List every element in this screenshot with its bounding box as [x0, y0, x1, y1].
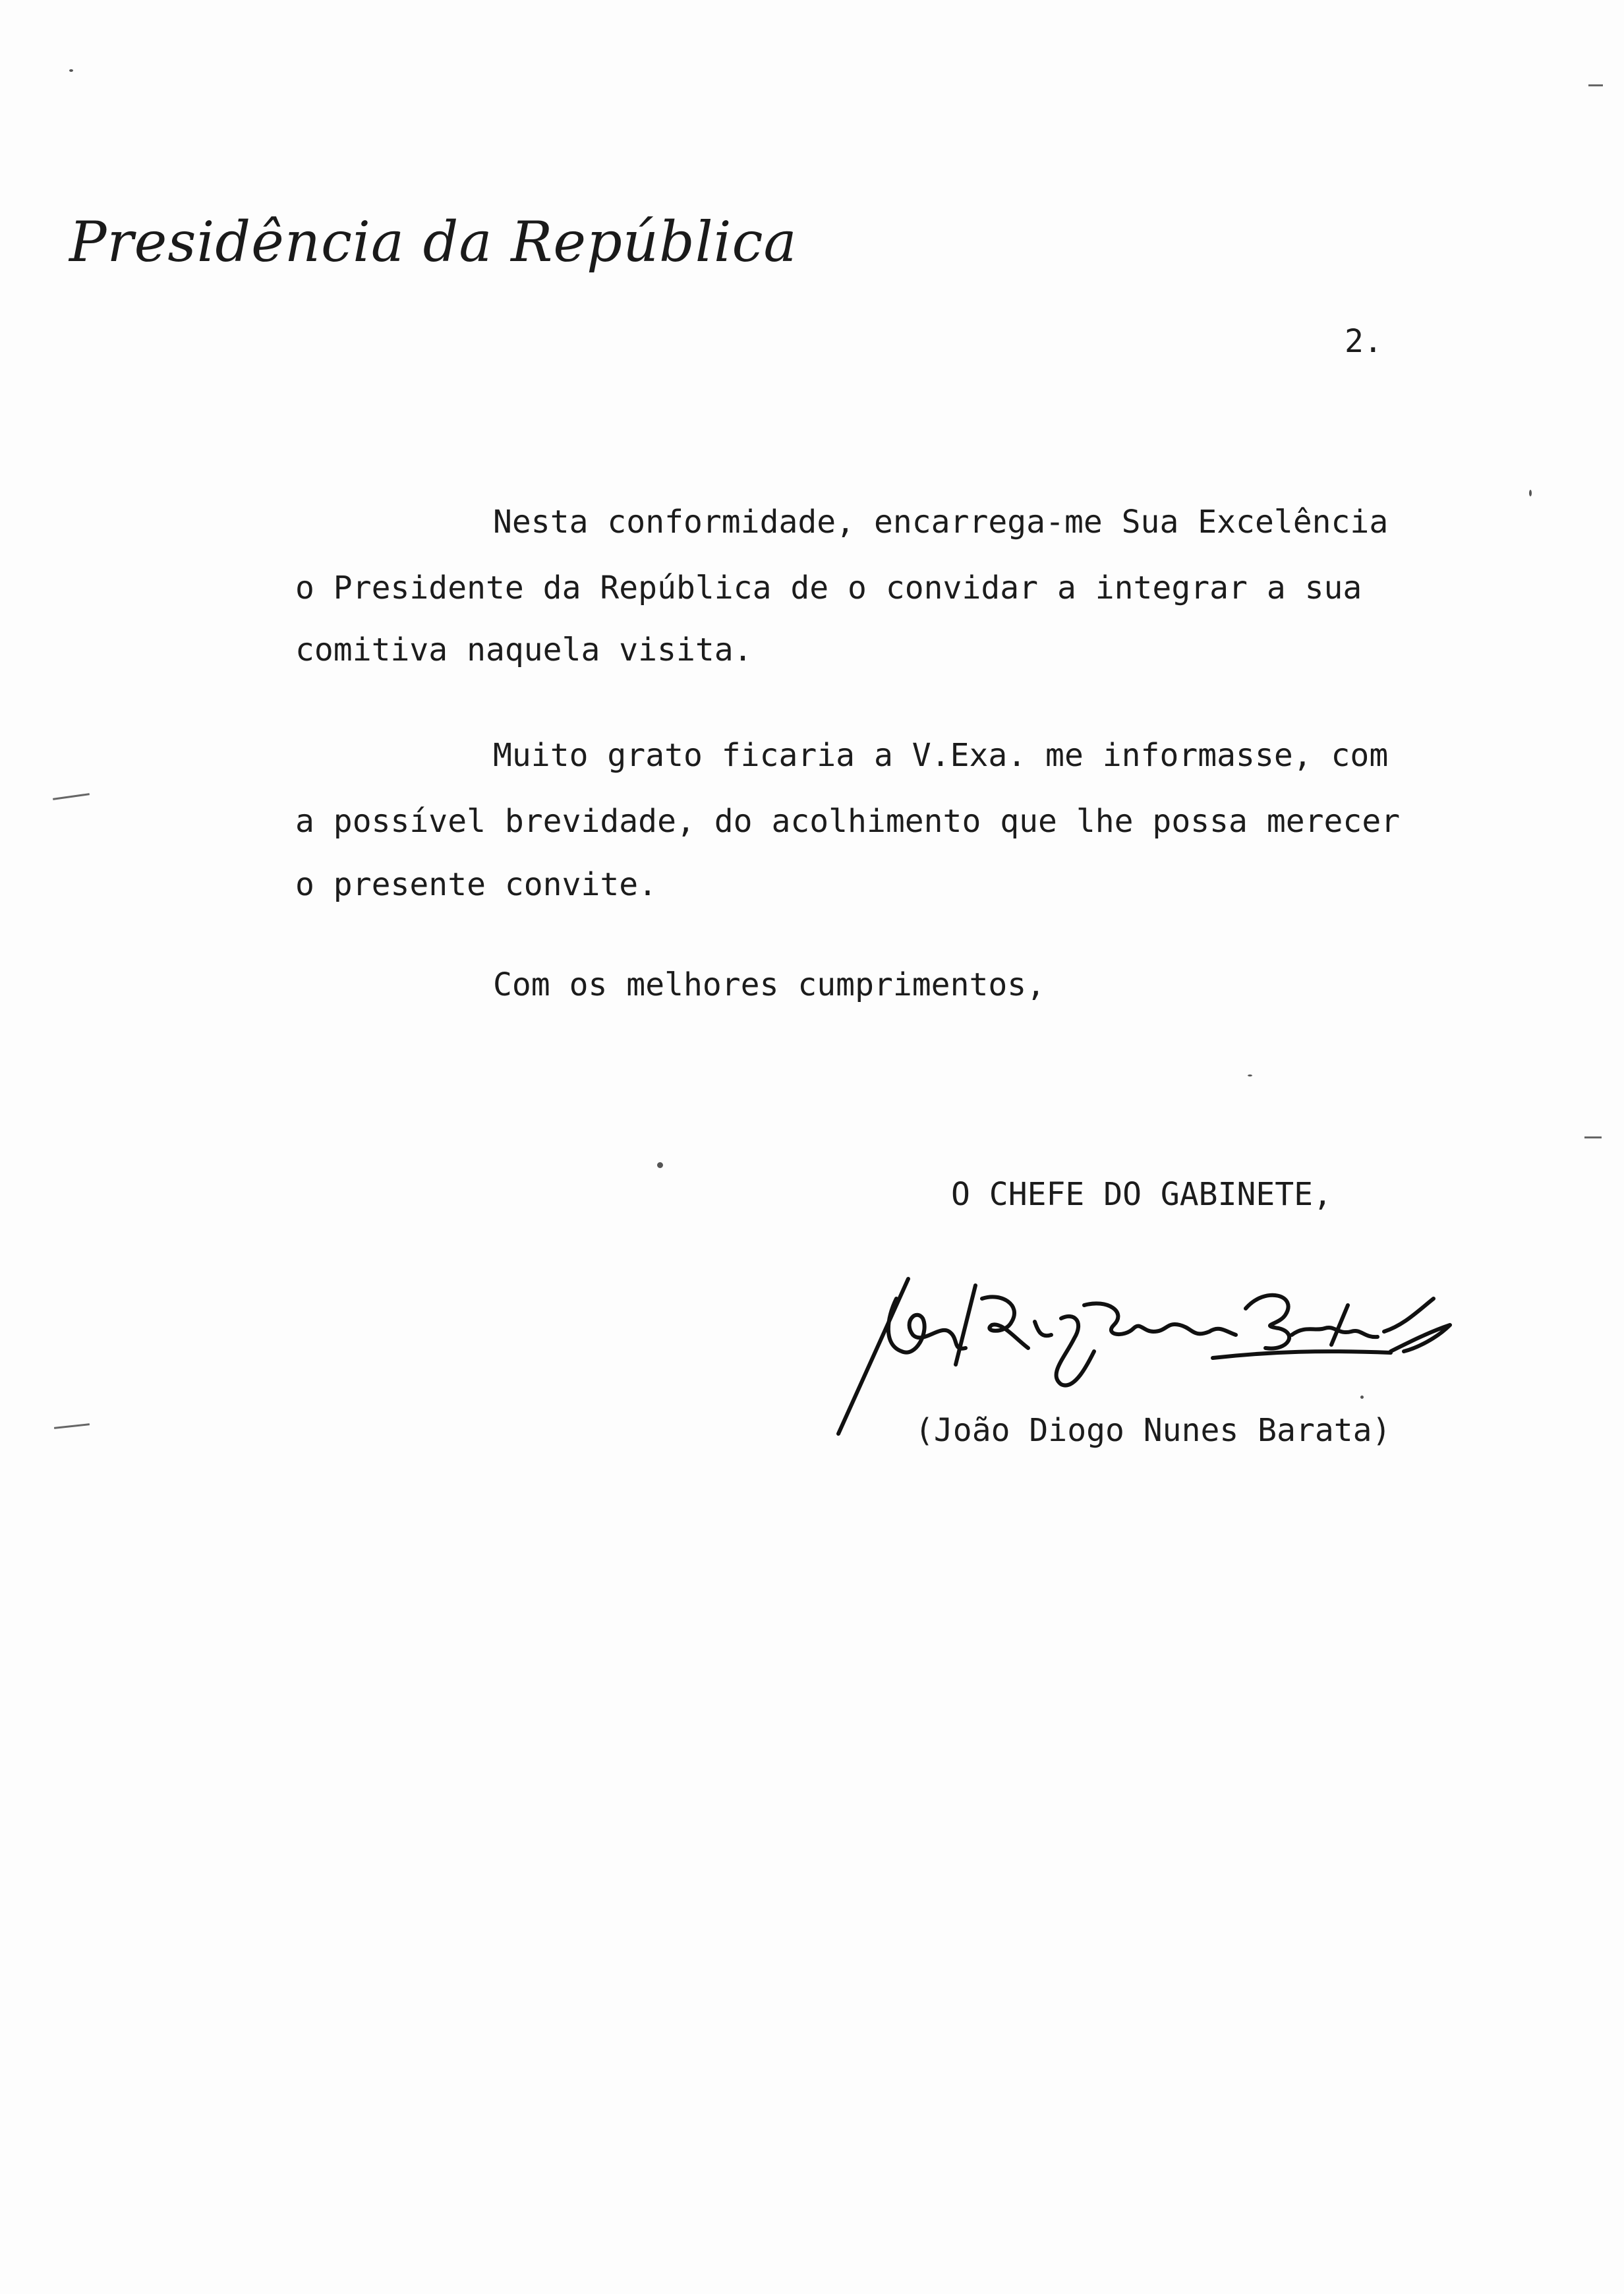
scan-mark: [1588, 84, 1603, 86]
paragraph-1-line-1: Nesta conformidade, encarrega-me Sua Excelência: [493, 504, 1389, 541]
signatory-name: (João Diogo Nunes Barata): [915, 1412, 1391, 1449]
scan-mark: [54, 1423, 90, 1429]
signatory-title: O CHEFE DO GABINETE,: [951, 1176, 1332, 1213]
paragraph-1-line-3: comitiva naquela visita.: [295, 632, 753, 668]
scan-mark: [1584, 1136, 1602, 1138]
paragraph-2-line-3: o presente convite.: [295, 866, 658, 903]
closing-salutation: Com os melhores cumprimentos,: [493, 966, 1046, 1003]
scan-speck: [69, 69, 73, 72]
page-number: 2.: [1345, 323, 1383, 360]
scan-speck: [1360, 1396, 1364, 1399]
paragraph-1-line-2: o Presidente da República de o convidar a integrar a sua: [295, 570, 1362, 606]
paragraph-2-line-1: Muito grato ficaria a V.Exa. me informasse, com: [493, 737, 1389, 774]
scan-mark: [53, 793, 90, 800]
paragraph-2-line-2: a possível brevidade, do acolhimento que lhe possa merecer: [295, 803, 1401, 840]
scan-speck: [1529, 490, 1532, 496]
scan-speck: [657, 1162, 663, 1168]
letterhead: Presidência da República: [69, 210, 798, 274]
scan-speck: [1248, 1074, 1252, 1076]
